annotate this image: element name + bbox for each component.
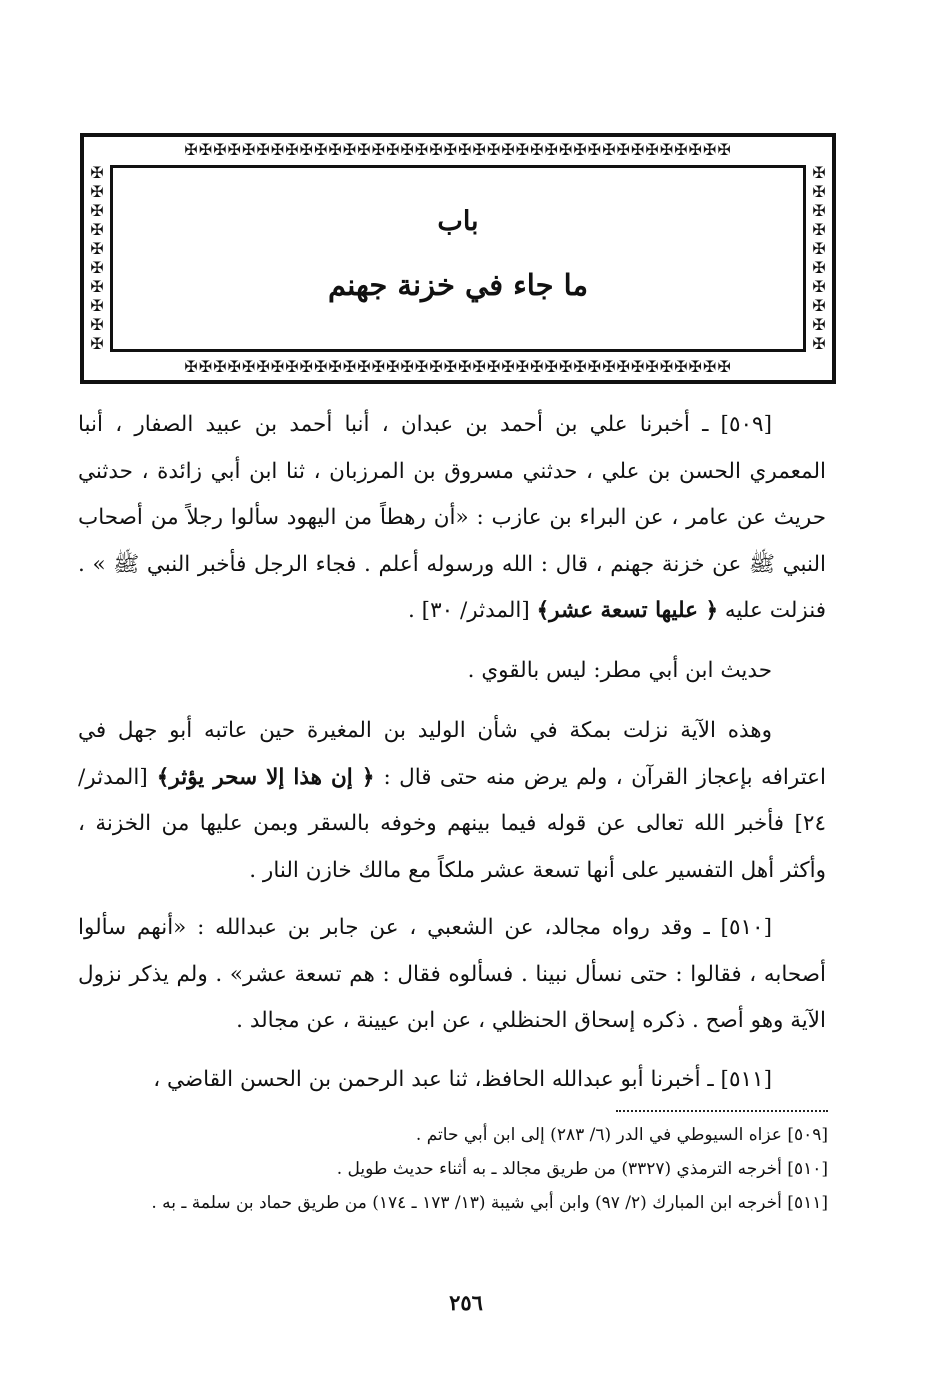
- hadith-509: [78, 402, 826, 635]
- hadith-510: [78, 905, 826, 1045]
- chapter-title-frame: [80, 133, 836, 384]
- hadith-509-text: [٥٠٩] ـ أخبرنا علي بن أحمد بن عبدان ، أنبا أحمد بن عبيد الصفار ، أنبا المعمري الحسن بن علي ، حدثني مسروق بن المرزبان ، ثنا ابن أبي زائدة ، حدثني حريث عن عامر ، عن البراء بن عازب : «أن رهطاً من اليهود سألوا رجلاً من أصحاب النبي ﷺ عن خزنة جهنم ، قال : الله ورسوله أعلم . فجاء الرجل فأخبر النبي ﷺ » . فنزلت عليه: [78, 412, 826, 623]
- commentary-text-1: وهذه الآية نزلت بمكة في شأن الوليد بن المغيرة حين عاتبه أبو جهل في اعترافه بإعجاز القرآن ، ولم يرض منه حتى قال :: [78, 718, 826, 790]
- footnote-separator: [616, 1110, 828, 1112]
- chapter-label: باب: [437, 206, 479, 237]
- commentary-text-2: [المدثر/ ٢٤] فأخبر الله تعالى عن قوله فيما بينهم وخوفه بالسقر وبمن عليها من الخزنة ، وأكثر أهل التفسير على أنها تسعة عشر ملكاً مع مالك خازن النار .: [78, 764, 826, 883]
- hadith-511-text: [٥١١] ـ أخبرنا أبو عبدالله الحافظ، ثنا عبد الرحمن بن الحسن القاضي ،: [153, 1067, 772, 1092]
- ornament-border-right: ✠✠✠✠✠✠✠✠✠✠: [812, 163, 826, 353]
- hadith-509-reference: [المدثر/ ٣٠] .: [408, 598, 537, 623]
- ornament-border-left: ✠✠✠✠✠✠✠✠✠✠: [90, 163, 104, 353]
- hadith-509-grading-text: حديث ابن أبي مطر: ليس بالقوي .: [467, 658, 772, 683]
- hadith-509-grading: [78, 648, 826, 695]
- footnote-509: [٥٠٩] عزاه السيوطي في الدر (٦/ ٢٨٣) إلى ابن أبي حاتم .: [415, 1125, 828, 1145]
- commentary-paragraph: [78, 708, 826, 894]
- footnotes: [86, 1118, 828, 1220]
- chapter-title: ما جاء في خزنة جهنم: [327, 268, 589, 302]
- hadith-511: [78, 1057, 826, 1104]
- ornament-border-bottom: ✠✠✠✠✠✠✠✠✠✠✠✠✠✠✠✠✠✠✠✠✠✠✠✠✠✠✠✠✠✠✠✠✠✠✠✠✠✠: [184, 358, 732, 376]
- ornament-border-top: ✠✠✠✠✠✠✠✠✠✠✠✠✠✠✠✠✠✠✠✠✠✠✠✠✠✠✠✠✠✠✠✠✠✠✠✠✠✠: [184, 141, 732, 159]
- footnote-511: [٥١١] أخرجه ابن المبارك (٢/ ٩٧) وابن أبي شيبة (١٣/ ١٧٣ ـ ١٧٤) من طريق حماد بن سلمة ـ به .: [151, 1193, 828, 1213]
- hadith-509-quran-quote: ﴿ عليها تسعة عشر﴾: [536, 598, 719, 623]
- hadith-510-text: [٥١٠] ـ وقد رواه مجالد، عن الشعبي ، عن جابر بن عبدالله : «أنهم سألوا أصحابه ، فقالوا : حتى نسأل نبينا . فسألوه فقال : هم تسعة عشر» . ولم يذكر نزول الآية وهو أصح . ذكره إسحاق الحنظلي ، عن ابن عيينة ، عن مجالد .: [78, 915, 826, 1033]
- page-number: ٢٥٦: [449, 1290, 483, 1315]
- commentary-quran-quote: ﴿ إن هذا إلا سحر يؤثر﴾: [147, 764, 384, 790]
- footnote-510: [٥١٠] أخرجه الترمذي (٣٣٢٧) من طريق مجالد ـ به أثناء حديث طويل .: [336, 1159, 828, 1179]
- chapter-title-box: [110, 165, 806, 352]
